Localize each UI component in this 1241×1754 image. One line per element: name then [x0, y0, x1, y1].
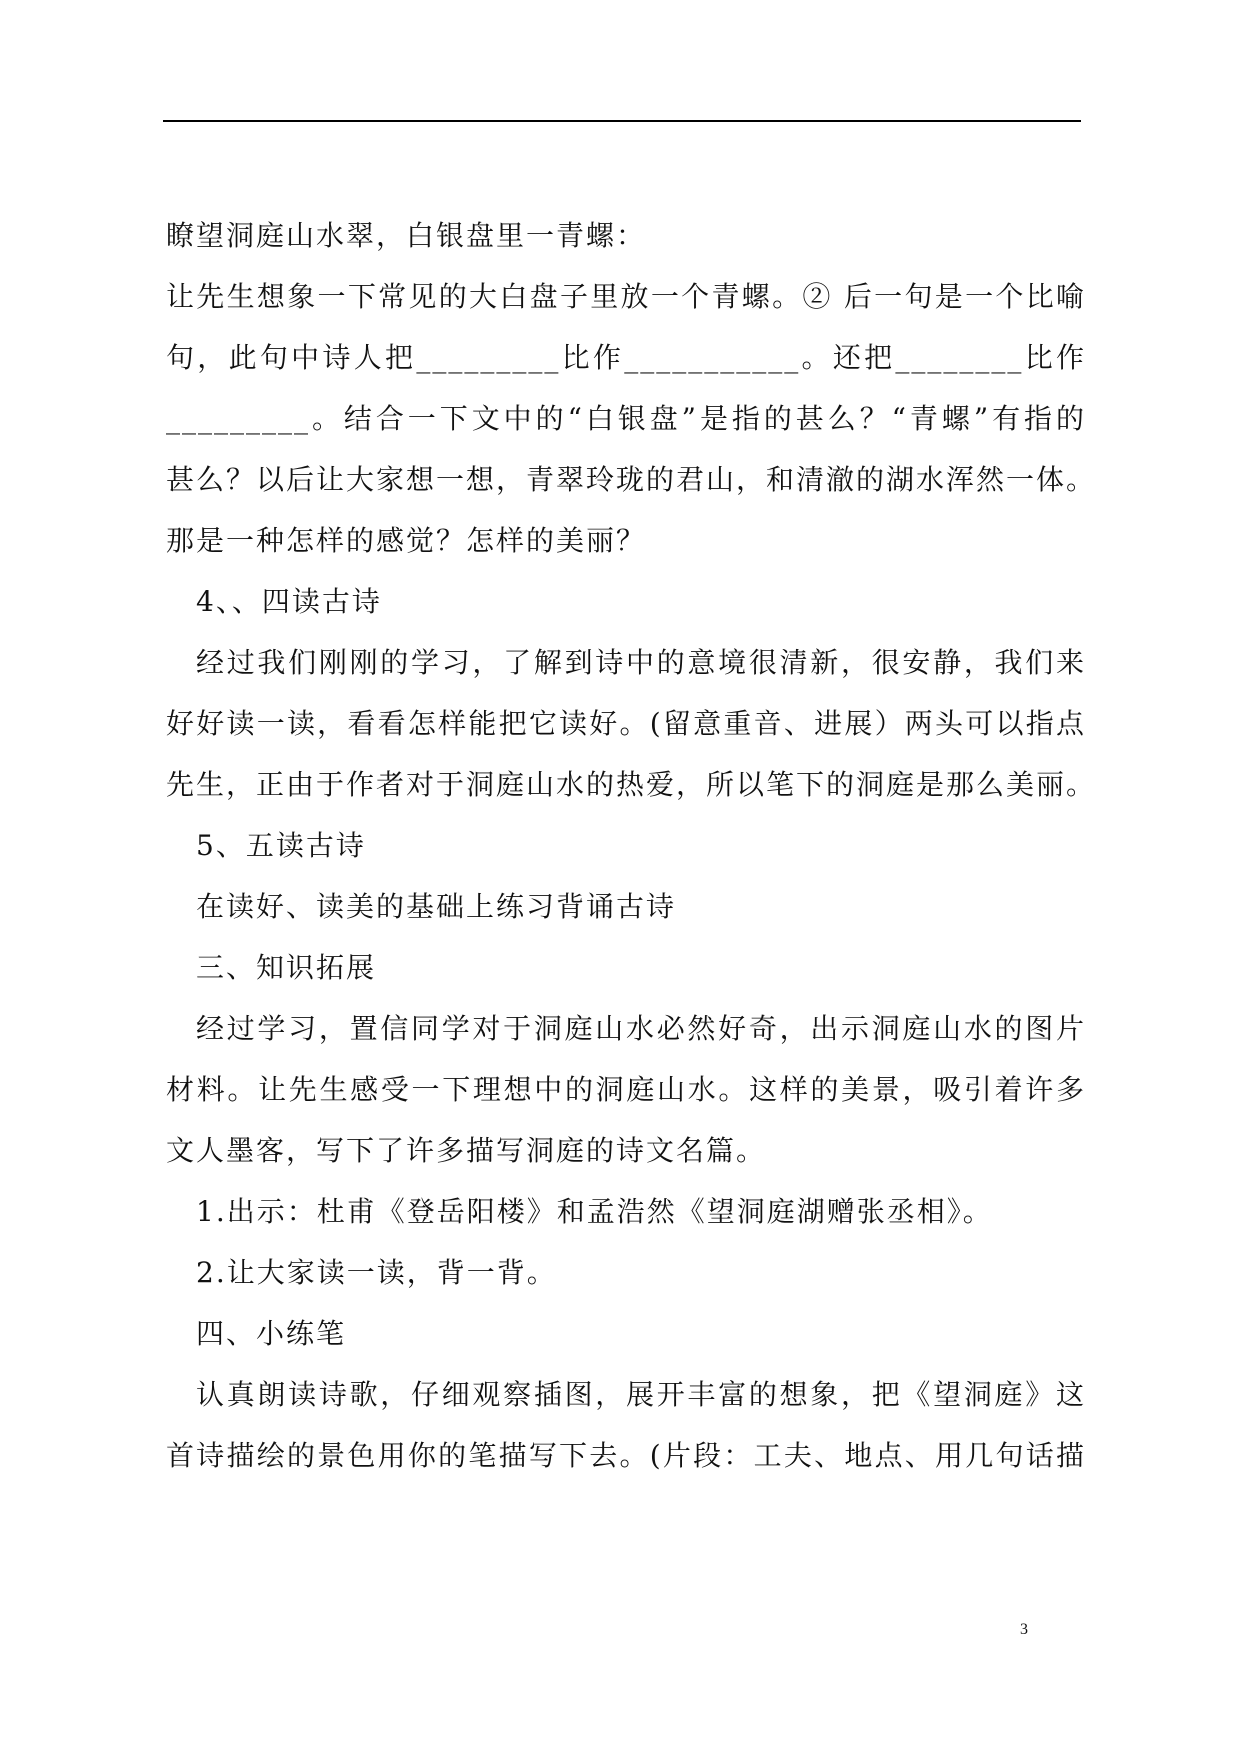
text-line-4: _________。结合一下文中的“白银盘”是指的甚么？“青螺”有指的 [166, 402, 1086, 435]
text-line-10: 先生，正由于作者对于洞庭山水的热爱，所以笔下的洞庭是那么美丽。 [166, 768, 1097, 801]
text-line-14: 经过学习，置信同学对于洞庭山水必然好奇，出示洞庭山水的图片 [196, 1012, 1086, 1045]
text-line-12: 在读好、读美的基础上练习背诵古诗 [196, 890, 677, 923]
section-heading-practice: 四、小练笔 [196, 1317, 347, 1350]
text-line-1: 瞭望洞庭山水翠，白银盘里一青螺： [166, 219, 647, 252]
list-item-1: 1.出示：杜甫《登岳阳楼》和孟浩然《望洞庭湖赠张丞相》。 [196, 1195, 993, 1228]
text-line-2: 让先生想象一下常见的大白盘子里放一个青螺。② 后一句是一个比喻 [166, 280, 1086, 313]
text-line-15: 材料。让先生感受一下理想中的洞庭山水。这样的美景，吸引着许多 [166, 1073, 1086, 1106]
section-heading-knowledge: 三、知识拓展 [196, 951, 377, 984]
text-line-16: 文人墨客，写下了许多描写洞庭的诗文名篇。 [166, 1134, 767, 1167]
text-line-20: 认真朗读诗歌，仔细观察插图，展开丰富的想象，把《望洞庭》这 [196, 1378, 1086, 1411]
page-number: 3 [1020, 1621, 1028, 1638]
header-rule [163, 120, 1081, 122]
text-line-8: 经过我们刚刚的学习，了解到诗中的意境很清新，很安静，我们来 [196, 646, 1086, 679]
section-heading-4: 4、、四读古诗 [196, 585, 382, 618]
text-line-3: 句，此句中诗人把_________比作___________。还把________比作 [166, 341, 1086, 374]
text-line-21: 首诗描绘的景色用你的笔描写下去。(片段：工夫、地点、用几句话描 [166, 1439, 1086, 1472]
list-item-2: 2.让大家读一读，背一背。 [196, 1256, 557, 1289]
text-line-6: 那是一种怎样的感觉？怎样的美丽？ [166, 524, 647, 557]
text-line-5: 甚么？以后让大家想一想，青翠玲珑的君山，和清澈的湖水浑然一体。 [166, 463, 1097, 496]
section-heading-5: 5、五读古诗 [196, 829, 366, 862]
text-line-9: 好好读一读，看看怎样能把它读好。(留意重音、进展）两头可以指点 [166, 707, 1086, 740]
